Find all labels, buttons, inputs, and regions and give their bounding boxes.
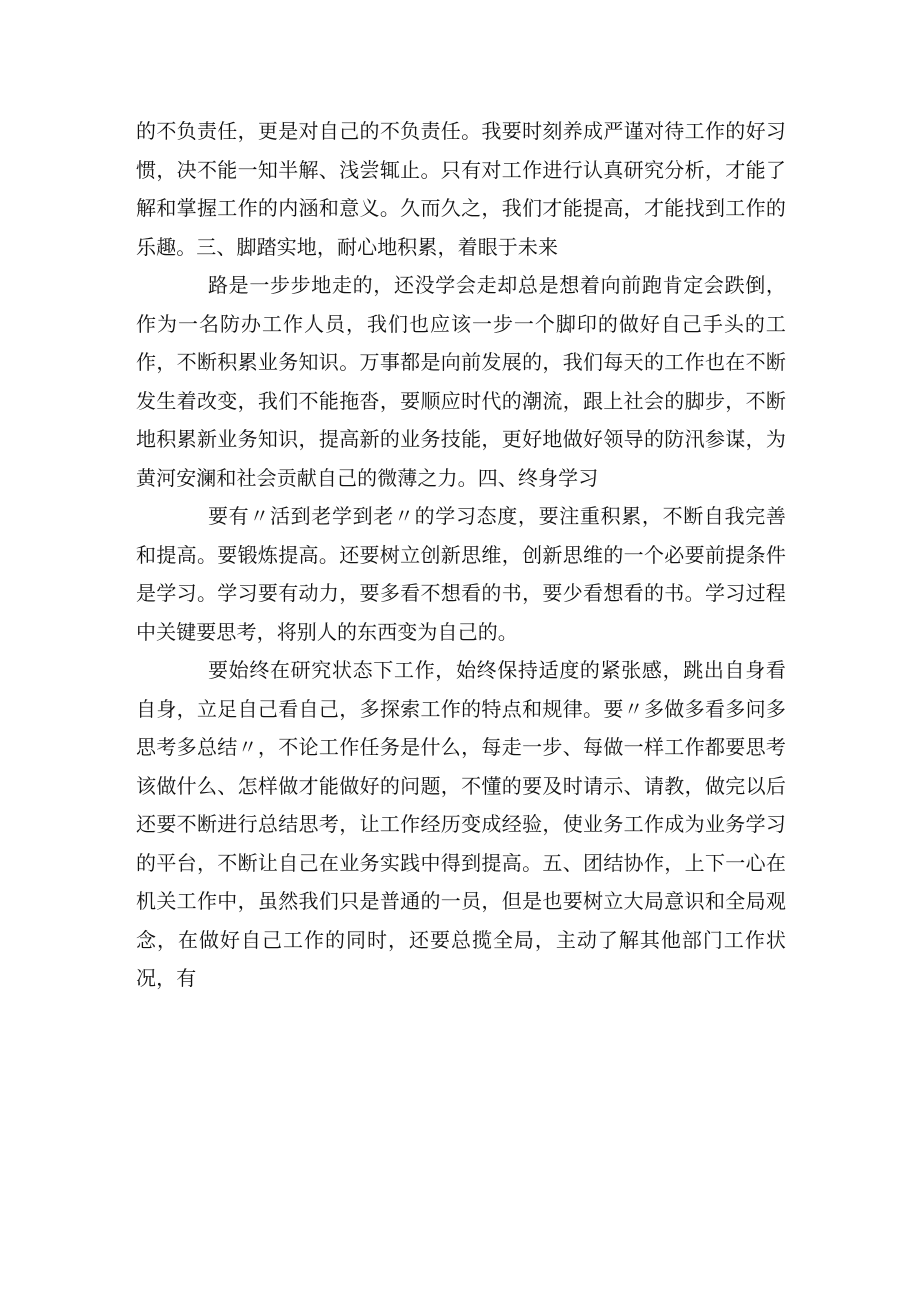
paragraph-3: 要有〃活到老学到老〃的学习态度，要注重积累，不断自我完善和提高。要锻炼提高。还要树立创新思维，创新思维的一个必要前提条件是学习。学习要有动力，要多看不想看的书，要少看想看的书。学习过程中关键要思考，将别人的东西变为自己的。 (136, 504, 786, 644)
paragraph-1: 的不负责任，更是对自己的不负责任。我要时刻养成严谨对待工作的好习惯，决不能一知半解、浅尝辄止。只有对工作进行认真研究分析，才能了解和掌握工作的内涵和意义。久而久之，我们才能提高，才能找到工作的乐趣。三、脚踏实地，耐心地积累，着眼于未来 (136, 119, 786, 259)
document-body (136, 112, 786, 998)
paragraph-4: 要始终在研究状态下工作，始终保持适度的紧张感，跳出自身看自身，立足自己看自己，多探索工作的特点和规律。要〃多做多看多问多思考多总结〃，不论工作任务是什么，每走一步、每做一样工作都要思考该做什么、怎样做才能做好的问题，不懂的要及时请示、请教，做完以后还要不断进行总结思考，让工作经历变成经验，使业务工作成为业务学习的平台，不断让自己在业务实践中得到提高。五、团结协作，上下一心在机关工作中，虽然我们只是普通的一员，但是也要树立大局意识和全局观念，在做好自己工作的同时，还要总揽全局，主动了解其他部门工作状况，有 (136, 658, 786, 990)
paragraph-2: 路是一步步地走的，还没学会走却总是想着向前跑肯定会跌倒，作为一名防办工作人员，我们也应该一步一个脚印的做好自己手头的工作，不断积累业务知识。万事都是向前发展的，我们每天的工作也在不断发生着改变，我们不能拖沓，要顺应时代的潮流，跟上社会的脚步，不断地积累新业务知识，提高新的业务技能，更好地做好领导的防汛参谋，为黄河安澜和社会贡献自己的微薄之力。四、终身学习 (136, 273, 786, 490)
